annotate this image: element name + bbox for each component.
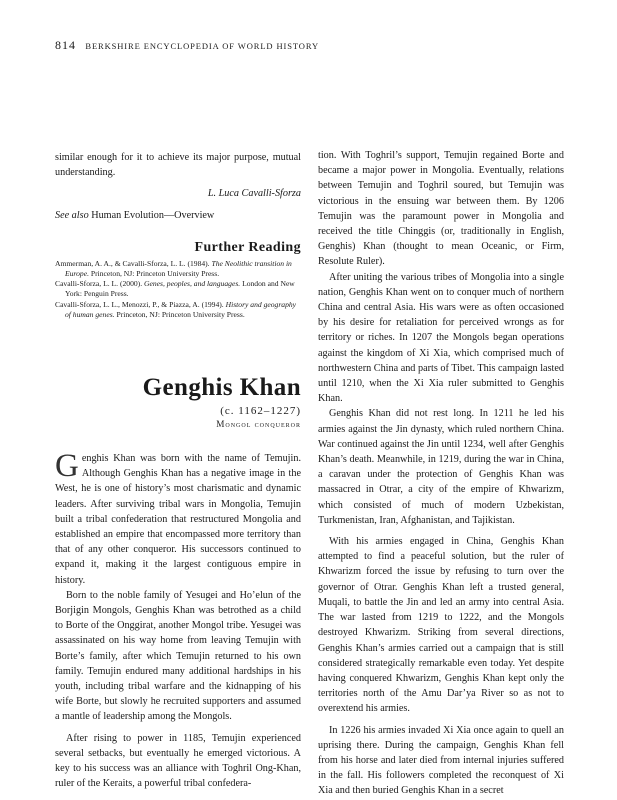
entry-title: Genghis Khan: [142, 374, 301, 402]
reference-item: Cavalli-Sforza, L. L., Menozzi, P., & Piazza, A. (1994). History and geography of human genes. Princeton, NJ: Princeton University Press.: [55, 299, 297, 319]
further-reading-heading: Further Reading: [194, 239, 301, 255]
see-also-link[interactable]: Human Evolution—Overview: [91, 209, 215, 221]
body-paragraph: After uniting the various tribes of Mongolia into a single nation, Genghis Khan went on to conquer much of northern China and central Asia. His wars were as often occasioned by his desire for retaliation for perceived wrongs as for territory or riches. In 1207 the Mongols began operations against the kingdom of Xi Xia, which comprised much of northwestern China and parts of Tibet. This campaign lasted until 1210, when the Xi Xia ruler submitted to Genghis Khan.: [318, 271, 564, 405]
body-paragraph: With his armies engaged in China, Genghis Khan attempted to find a peaceful solution, but the ruler of Khwarizm forced the issue by refusing to turn over the governor of Otrar. Genghis Khan left a trusted general, Muqali, to battle the Jin and led an army into central Asia. The war lasted from 1219 to 1222, and the Mongols destroyed Khwarizm. Striking from several directions, Genghis Khan’s armies carried out a campaign that is still considered strategically remarkable even today. Yet despite having conquered Khwarizm, Genghis Khan kept only the territories north of the Amu Dar’ya River so as not to overextend his armies.: [318, 536, 564, 715]
body-paragraph: Born to the noble family of Yesugei and Ho’elun of the Borjigin Mongols, Genghis Khan was betrothed as a child to Borte of the Onggirat, another Mongol tribe. Yesugei was assassinated on his way home from leaving Temujin with Borte’s family, after which Temujin returned to his own family. Temujin endured many additional hardships in his youth, including tribal warfare and the kidnapping of his wife Borte, but slowly he recruited supporters and assumed a mantle of leadership among the Mongols.: [55, 589, 301, 723]
entry-dates: (c. 1162–1227): [220, 405, 301, 418]
drop-cap: G: [55, 448, 79, 485]
reference-item: Cavalli-Sforza, L. L. (2000). Genes, peoples, and languages. London and New York: Penguin Press.: [55, 279, 295, 299]
see-also-label: See also: [55, 209, 89, 221]
book-title: BERKSHIRE ENCYCLOPEDIA OF WORLD HISTORY: [85, 41, 319, 51]
body-paragraph: tion. With Toghril’s support, Temujin regained Borte and became a major power in Mongolia. Eventually, relations between Temujin and Toghril soured, but Temujin was victorious in the ensuing war between them. By 1206 Temujin was the paramount power in Mongolia and received the title Chinggis (or, traditionally in English, Genghis) Khan (thought to mean Oceanic, or Firm, Resolute Ruler).: [318, 150, 564, 268]
reference-item: Ammerman, A. A., & Cavalli-Sforza, L. L. (1984). The Neolithic transition in Europe. Princeton, NJ: Princeton University Press.: [55, 258, 292, 279]
previous-entry-ending: similar enough for it to achieve its major purpose, mutual understanding.: [55, 152, 301, 179]
body-paragraph: Genghis Khan was born with the name of Temujin. Although Genghis Khan has a negative image in the West, he is one of history’s most charismatic and dynamic leaders. After surviving tribal wars in Mongolia, Temujin built a tribal confederation that restructured Mongolia and established an empire that encompassed more territory than that of any other conqueror. His successors continued to expand it, making it the largest contiguous empire in history.: [55, 448, 301, 586]
body-paragraph: After rising to power in 1185, Temujin experienced several setbacks, but eventually he emerged victorious. A key to his success was an alliance with Toghril Ong-Khan, ruler of the Keraits, a powerful tribal confedera-: [55, 732, 301, 790]
right-column: [318, 148, 564, 799]
left-column: [55, 150, 301, 792]
running-head: [55, 38, 319, 53]
entry-author: L. Luca Cavalli-Sforza: [207, 188, 301, 200]
entry-role: Mongol conqueror: [216, 419, 301, 430]
reference-list: [55, 259, 301, 320]
page-number: 814: [55, 38, 76, 52]
see-also: [55, 208, 301, 223]
body-paragraph: Genghis Khan did not rest long. In 1211 he led his armies against the Jin dynasty, which ruled northern China. War continued against the Jin until 1234, well after Genghis Khan’s death. Meanwhile, in 1219, during the war in China, a caravan under the protection of Genghis Khan was massacred in Otrar, a city of the empire of Khwarizm, which consisted of much of modern Uzbekistan, Turkmenistan, Iran, Afghanistan, and Tajikistan.: [318, 408, 564, 526]
body-paragraph: In 1226 his armies invaded Xi Xia once again to quell an uprising there. During the campaign, Genghis Khan fell from his horse and later died from internal injuries suffered in the fall. His followers completed the reconquest of Xi Xia and then buried Genghis Khan in a secret: [318, 724, 564, 797]
